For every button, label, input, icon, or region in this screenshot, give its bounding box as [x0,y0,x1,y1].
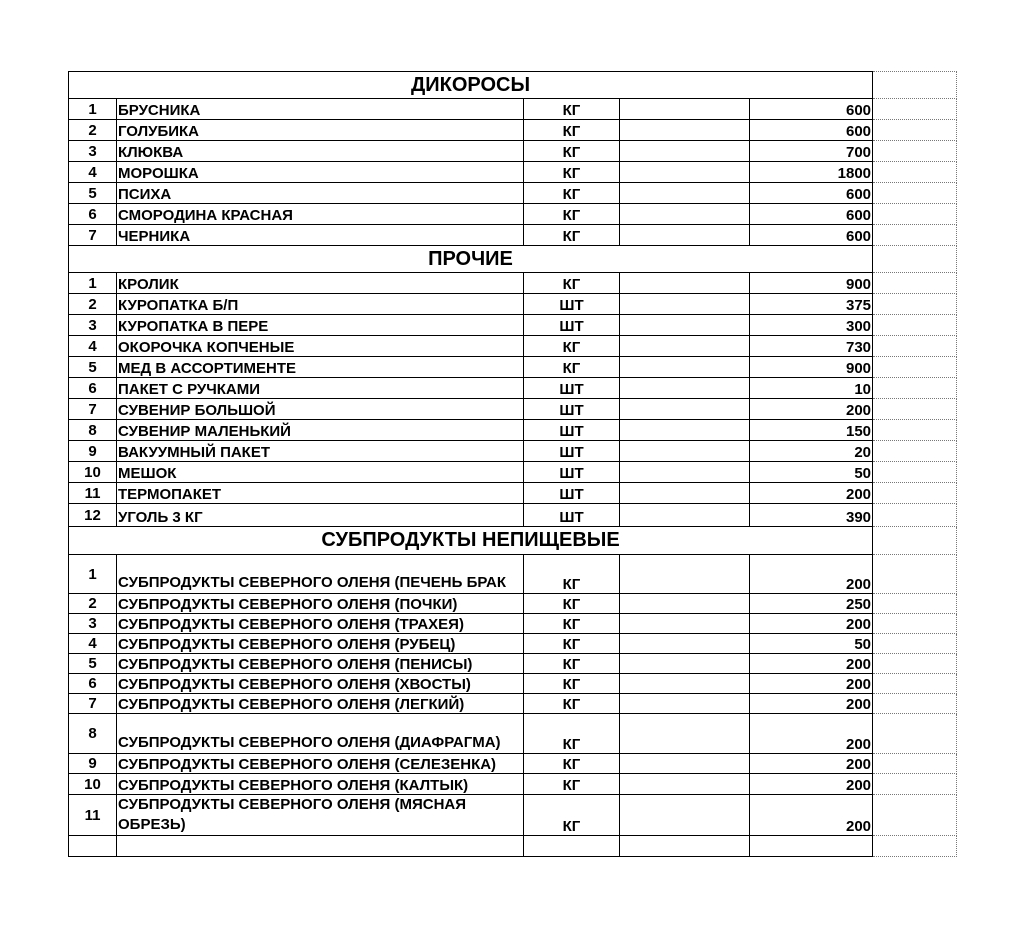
row-number[interactable]: 11 [69,483,117,504]
empty-cell[interactable] [620,336,750,357]
unit[interactable]: ШТ [524,483,620,504]
row-number[interactable]: 1 [69,273,117,294]
unit[interactable]: ШТ [524,315,620,336]
price[interactable]: 200 [750,754,873,774]
empty-cell[interactable] [620,754,750,774]
row-number[interactable]: 5 [69,183,117,204]
empty-cell[interactable] [873,72,957,99]
product-name[interactable]: ТЕРМОПАКЕТ [117,483,524,504]
product-name[interactable]: СУБПРОДУКТЫ СЕВЕРНОГО ОЛЕНЯ (ТРАХЕЯ) [117,614,524,634]
product-name[interactable]: МЕД В АССОРТИМЕНТЕ [117,357,524,378]
unit[interactable]: ШТ [524,420,620,441]
row-number[interactable]: 2 [69,594,117,614]
product-name[interactable]: СУБПРОДУКТЫ СЕВЕРНОГО ОЛЕНЯ (ДИАФРАГМА) [117,714,524,754]
price[interactable]: 250 [750,594,873,614]
empty-cell[interactable] [620,694,750,714]
unit[interactable]: ШТ [524,441,620,462]
empty-cell[interactable] [873,399,957,420]
unit[interactable]: КГ [524,795,620,836]
empty-row [69,836,957,857]
table-row [69,594,957,614]
table-row [69,795,957,836]
product-name[interactable]: КРОЛИК [117,273,524,294]
product-name[interactable]: КЛЮКВА [117,141,524,162]
unit[interactable]: КГ [524,634,620,654]
empty-cell[interactable] [873,504,957,527]
empty-cell[interactable] [620,162,750,183]
unit[interactable]: КГ [524,674,620,694]
unit[interactable]: КГ [524,714,620,754]
price[interactable]: 600 [750,120,873,141]
empty-cell[interactable] [620,462,750,483]
row-number[interactable]: 3 [69,141,117,162]
price[interactable]: 200 [750,654,873,674]
empty-cell[interactable] [873,183,957,204]
price[interactable]: 200 [750,795,873,836]
empty-cell[interactable] [620,273,750,294]
unit[interactable]: КГ [524,614,620,634]
product-name[interactable]: БРУСНИКА [117,99,524,120]
product-name[interactable]: СУБПРОДУКТЫ СЕВЕРНОГО ОЛЕНЯ (ХВОСТЫ) [117,674,524,694]
row-number[interactable]: 7 [69,399,117,420]
table-row [69,441,957,462]
empty-cell[interactable] [873,555,957,594]
row-number[interactable]: 5 [69,654,117,674]
section-title: ДИКОРОСЫ [69,72,873,99]
row-number[interactable]: 9 [69,754,117,774]
table-row [69,714,957,754]
empty-cell[interactable] [620,294,750,315]
empty-cell[interactable] [873,634,957,654]
price[interactable]: 10 [750,378,873,399]
table-row [69,674,957,694]
row-number[interactable]: 6 [69,378,117,399]
row-number[interactable]: 10 [69,774,117,795]
product-name[interactable]: СУБПРОДУКТЫ СЕВЕРНОГО ОЛЕНЯ (СЕЛЕЗЕНКА) [117,754,524,774]
price[interactable]: 600 [750,99,873,120]
empty-cell[interactable] [620,357,750,378]
unit[interactable]: КГ [524,555,620,594]
empty-cell[interactable] [873,754,957,774]
price[interactable]: 300 [750,315,873,336]
empty-cell[interactable] [873,674,957,694]
price[interactable]: 375 [750,294,873,315]
row-number[interactable]: 5 [69,357,117,378]
empty-cell[interactable] [873,694,957,714]
row-number[interactable]: 3 [69,614,117,634]
row-number[interactable]: 2 [69,120,117,141]
empty-cell[interactable] [620,504,750,527]
row-number[interactable]: 7 [69,694,117,714]
unit[interactable]: КГ [524,654,620,674]
unit[interactable]: ШТ [524,294,620,315]
empty-cell[interactable] [873,795,957,836]
empty-cell[interactable] [873,654,957,674]
table-row [69,504,957,527]
empty-cell[interactable] [873,225,957,246]
empty-cell[interactable] [620,594,750,614]
product-name[interactable]: МЕШОК [117,462,524,483]
price[interactable]: 200 [750,399,873,420]
unit[interactable]: КГ [524,99,620,120]
empty-cell[interactable] [873,614,957,634]
empty-cell[interactable] [873,204,957,225]
table-row [69,634,957,654]
unit[interactable]: КГ [524,336,620,357]
empty-cell[interactable] [620,634,750,654]
price-sheet [68,71,956,857]
empty-cell[interactable] [750,836,873,857]
product-name[interactable]: СУВЕНИР МАЛЕНЬКИЙ [117,420,524,441]
empty-cell[interactable] [873,836,957,857]
empty-cell[interactable] [620,614,750,634]
empty-cell[interactable] [69,836,117,857]
unit[interactable]: КГ [524,273,620,294]
table-row [69,774,957,795]
price[interactable]: 730 [750,336,873,357]
row-number[interactable]: 1 [69,99,117,120]
table-row [69,654,957,674]
empty-cell[interactable] [620,204,750,225]
unit[interactable]: КГ [524,204,620,225]
price[interactable]: 200 [750,714,873,754]
table-row [69,483,957,504]
row-number[interactable]: 8 [69,420,117,441]
product-name[interactable]: ВАКУУМНЫЙ ПАКЕТ [117,441,524,462]
empty-cell[interactable] [620,399,750,420]
empty-cell[interactable] [873,336,957,357]
table-row [69,315,957,336]
empty-cell[interactable] [873,315,957,336]
empty-cell[interactable] [873,462,957,483]
unit[interactable]: КГ [524,694,620,714]
table-row [69,294,957,315]
empty-cell[interactable] [620,378,750,399]
row-number[interactable]: 11 [69,795,117,836]
product-name[interactable]: СУБПРОДУКТЫ СЕВЕРНОГО ОЛЕНЯ (ПОЧКИ) [117,594,524,614]
row-number[interactable]: 9 [69,441,117,462]
product-name[interactable]: ОКОРОЧКА КОПЧЕНЫЕ [117,336,524,357]
row-number[interactable]: 12 [69,504,117,527]
unit[interactable]: ШТ [524,462,620,483]
empty-cell[interactable] [873,714,957,754]
section-subprodukty-header [69,527,957,555]
product-name[interactable]: СУБПРОДУКТЫ СЕВЕРНОГО ОЛЕНЯ (ПЕЧЕНЬ БРАК [117,555,524,594]
table-row [69,336,957,357]
unit[interactable]: КГ [524,225,620,246]
table-row [69,357,957,378]
price[interactable]: 200 [750,555,873,594]
product-name[interactable]: СУБПРОДУКТЫ СЕВЕРНОГО ОЛЕНЯ (ПЕНИСЫ) [117,654,524,674]
table-row [69,462,957,483]
product-name[interactable]: УГОЛЬ 3 КГ [117,504,524,527]
empty-cell[interactable] [873,483,957,504]
unit[interactable]: КГ [524,120,620,141]
unit[interactable]: КГ [524,754,620,774]
empty-cell[interactable] [524,836,620,857]
table-row [69,183,957,204]
price[interactable]: 900 [750,357,873,378]
table-row [69,204,957,225]
empty-cell[interactable] [620,120,750,141]
empty-cell[interactable] [873,246,957,273]
section-title: СУБПРОДУКТЫ НЕПИЩЕВЫЕ [69,527,873,555]
empty-cell[interactable] [873,162,957,183]
table-row [69,162,957,183]
price[interactable]: 150 [750,420,873,441]
empty-cell[interactable] [620,714,750,754]
empty-cell[interactable] [873,774,957,795]
price[interactable]: 200 [750,483,873,504]
price[interactable]: 600 [750,183,873,204]
unit[interactable]: ШТ [524,378,620,399]
product-name[interactable]: СУВЕНИР БОЛЬШОЙ [117,399,524,420]
table-row [69,399,957,420]
row-number[interactable]: 1 [69,555,117,594]
table-row [69,225,957,246]
empty-cell[interactable] [620,225,750,246]
row-number[interactable]: 8 [69,714,117,754]
price[interactable]: 700 [750,141,873,162]
empty-cell[interactable] [620,183,750,204]
empty-cell[interactable] [620,836,750,857]
table-row [69,555,957,594]
empty-cell[interactable] [873,294,957,315]
table-row [69,420,957,441]
price[interactable]: 200 [750,674,873,694]
table-row [69,141,957,162]
unit[interactable]: КГ [524,594,620,614]
product-name[interactable]: КУРОПАТКА Б/П [117,294,524,315]
price[interactable]: 50 [750,634,873,654]
product-name[interactable]: СУБПРОДУКТЫ СЕВЕРНОГО ОЛЕНЯ (КАЛТЫК) [117,774,524,795]
product-name[interactable]: ЧЕРНИКА [117,225,524,246]
row-number[interactable]: 6 [69,204,117,225]
row-number[interactable]: 4 [69,162,117,183]
empty-cell[interactable] [873,441,957,462]
price[interactable]: 390 [750,504,873,527]
price[interactable]: 200 [750,614,873,634]
empty-cell[interactable] [873,378,957,399]
section-dikorosy-header [69,72,957,99]
product-name[interactable]: ГОЛУБИКА [117,120,524,141]
empty-cell[interactable] [620,674,750,694]
table-row [69,273,957,294]
product-name[interactable]: СУБПРОДУКТЫ СЕВЕРНОГО ОЛЕНЯ (МЯСНАЯ ОБРЕЗЬ) [117,795,524,836]
row-number[interactable]: 4 [69,634,117,654]
unit[interactable]: КГ [524,141,620,162]
price[interactable]: 600 [750,204,873,225]
unit[interactable]: КГ [524,357,620,378]
table-row [69,120,957,141]
product-name[interactable]: МОРОШКА [117,162,524,183]
table-row [69,614,957,634]
empty-cell[interactable] [620,555,750,594]
price[interactable]: 50 [750,462,873,483]
row-number[interactable]: 7 [69,225,117,246]
table-row [69,754,957,774]
empty-cell[interactable] [873,594,957,614]
empty-cell[interactable] [873,420,957,441]
empty-cell[interactable] [620,420,750,441]
price[interactable]: 900 [750,273,873,294]
empty-cell[interactable] [620,795,750,836]
price-table-body [69,72,957,857]
product-name[interactable]: ПАКЕТ С РУЧКАМИ [117,378,524,399]
empty-cell[interactable] [620,441,750,462]
section-title: ПРОЧИЕ [69,246,873,273]
row-number[interactable]: 10 [69,462,117,483]
row-number[interactable]: 4 [69,336,117,357]
price[interactable]: 200 [750,694,873,714]
price[interactable]: 200 [750,774,873,795]
product-name[interactable]: СМОРОДИНА КРАСНАЯ [117,204,524,225]
table-row [69,378,957,399]
price[interactable]: 1800 [750,162,873,183]
unit[interactable]: ШТ [524,504,620,527]
row-number[interactable]: 6 [69,674,117,694]
empty-cell[interactable] [873,99,957,120]
row-number[interactable]: 3 [69,315,117,336]
empty-cell[interactable] [620,141,750,162]
product-name[interactable]: ПСИХА [117,183,524,204]
empty-cell[interactable] [873,141,957,162]
product-name[interactable]: СУБПРОДУКТЫ СЕВЕРНОГО ОЛЕНЯ (РУБЕЦ) [117,634,524,654]
empty-cell[interactable] [620,774,750,795]
empty-cell[interactable] [620,654,750,674]
unit[interactable]: ШТ [524,399,620,420]
unit[interactable]: КГ [524,183,620,204]
product-name[interactable]: КУРОПАТКА В ПЕРЕ [117,315,524,336]
unit[interactable]: КГ [524,162,620,183]
price-table [68,71,957,857]
unit[interactable]: КГ [524,774,620,795]
empty-cell[interactable] [873,527,957,555]
empty-cell[interactable] [620,483,750,504]
row-number[interactable]: 2 [69,294,117,315]
price[interactable]: 20 [750,441,873,462]
product-name[interactable]: СУБПРОДУКТЫ СЕВЕРНОГО ОЛЕНЯ (ЛЕГКИЙ) [117,694,524,714]
price[interactable]: 600 [750,225,873,246]
table-row [69,99,957,120]
empty-cell[interactable] [873,120,957,141]
table-row [69,694,957,714]
empty-cell[interactable] [620,315,750,336]
empty-cell[interactable] [873,357,957,378]
empty-cell[interactable] [873,273,957,294]
section-prochie-header [69,246,957,273]
empty-cell[interactable] [117,836,524,857]
empty-cell[interactable] [620,99,750,120]
